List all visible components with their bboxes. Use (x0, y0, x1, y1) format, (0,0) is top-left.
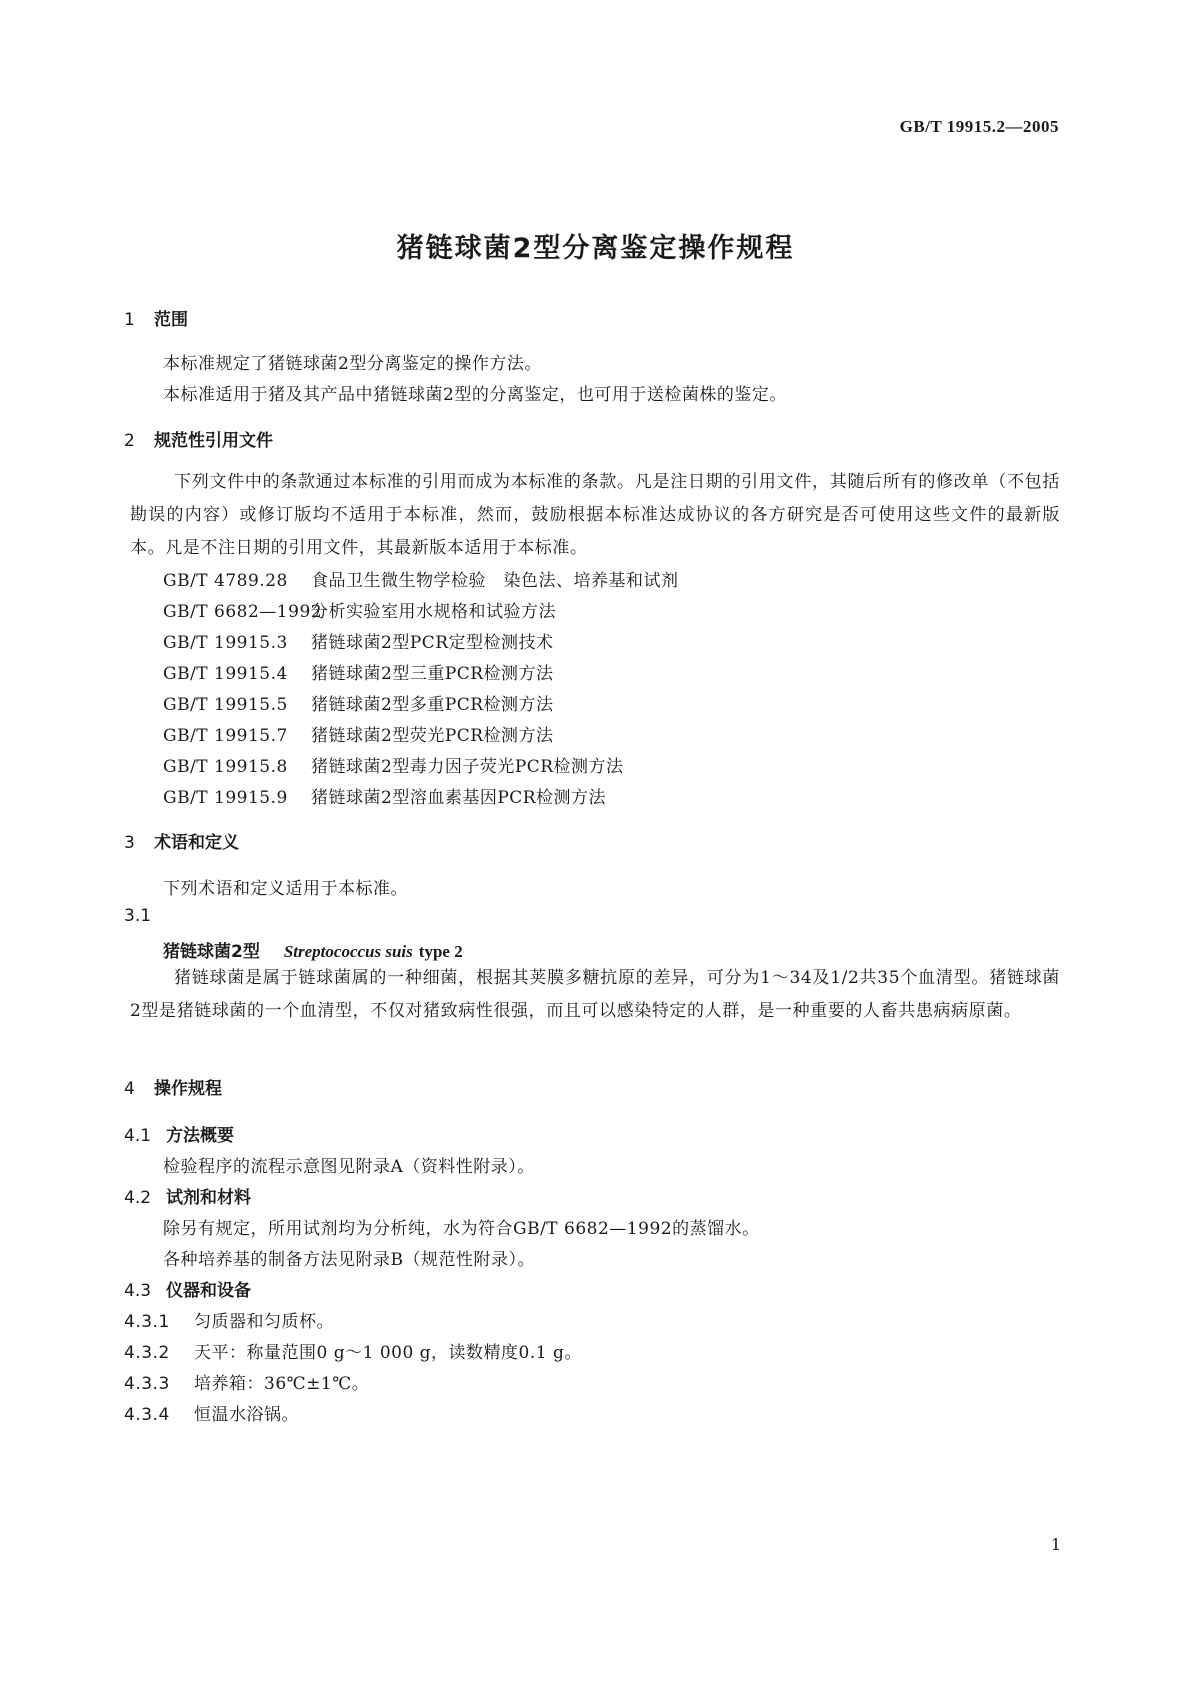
paragraph: 下列文件中的条款通过本标准的引用而成为本标准的条款。凡是注日期的引用文件，其随后所有的修改单（不包括勘误的内容）或修订版均不适用于本标准，然而，鼓励根据本标准达成协议的各方研究是否可使用这些文件的最新版本。凡是不注日期的引用文件，其最新版本适用于本标准。 (130, 472, 1060, 558)
paragraph: 下列术语和定义适用于本标准。 (163, 879, 408, 899)
term-type: type 2 (418, 942, 463, 961)
reference-item (163, 783, 606, 808)
term-definition: 猪链球菌是属于链球菌属的一种细菌，根据其荚膜多糖抗原的差异，可分为1～34及1/2共35个血清型。猪链球菌2型是猪链球菌的一个血清型，不仅对猪致病性很强，而且可以感染特定的人群，是一种重要的人畜共患病病原菌。 (130, 968, 1060, 1021)
reference-item (163, 628, 554, 653)
section-number: 4 (124, 1079, 135, 1099)
reference-item (163, 659, 554, 684)
reference-code: GB/T 4789.28 (163, 571, 288, 591)
reference-code: GB/T 19915.4 (163, 664, 288, 684)
reference-code: GB/T 19915.8 (163, 757, 288, 777)
equipment-item (124, 1338, 582, 1363)
paragraph: 检验程序的流程示意图见附录A（资料性附录）。 (163, 1157, 535, 1177)
item-text: 匀质器和匀质杯。 (194, 1312, 334, 1332)
subsection-title: 方法概要 (166, 1126, 234, 1146)
section-title: 范围 (154, 310, 188, 330)
reference-title: 猪链球菌2型三重PCR检测方法 (311, 664, 554, 684)
reference-item (163, 721, 554, 746)
reference-code: GB/T 19915.5 (163, 695, 288, 715)
section-number: 1 (124, 310, 135, 330)
reference-item (163, 690, 554, 715)
item-text: 培养箱：36℃±1℃。 (194, 1374, 370, 1394)
reference-title: 猪链球菌2型PCR定型检测技术 (311, 633, 554, 653)
reference-title: 猪链球菌2型荧光PCR检测方法 (311, 726, 554, 746)
subsection-title: 仪器和设备 (166, 1281, 251, 1301)
subsection-4-1-heading (124, 1121, 234, 1146)
section-4-heading (124, 1074, 222, 1099)
paragraph: 除另有规定，所用试剂均为分析纯，水为符合GB/T 6682—1992的蒸馏水。 (163, 1219, 760, 1239)
reference-item (163, 752, 624, 777)
reference-title: 猪链球菌2型溶血素基因PCR检测方法 (311, 788, 607, 808)
reference-title: 食品卫生微生物学检验 染色法、培养基和试剂 (311, 571, 679, 591)
term-chinese: 猪链球菌2型 (163, 942, 260, 962)
equipment-item (124, 1369, 369, 1394)
section-3-heading (124, 828, 239, 853)
item-number: 4.3.2 (124, 1343, 170, 1363)
item-number: 4.3.3 (124, 1374, 170, 1394)
section-title: 术语和定义 (154, 833, 239, 853)
term-heading (163, 937, 463, 962)
equipment-item (124, 1307, 334, 1332)
subsection-number: 4.2 (124, 1188, 152, 1208)
reference-code: GB/T 19915.7 (163, 726, 288, 746)
subsection-number: 4.1 (124, 1126, 152, 1146)
subsection-4-2-heading (124, 1183, 251, 1208)
term-latin: Streptococcus suis (283, 942, 413, 961)
section-1-heading (124, 305, 188, 330)
reference-title: 猪链球菌2型多重PCR检测方法 (311, 695, 554, 715)
equipment-item (124, 1400, 299, 1425)
term-number: 3.1 (124, 906, 152, 926)
subsection-title: 试剂和材料 (166, 1188, 251, 1208)
section-number: 3 (124, 833, 135, 853)
reference-title: 分析实验室用水规格和试验方法 (311, 602, 556, 622)
page-number: 1 (1050, 1535, 1061, 1554)
section-2-heading (124, 426, 273, 451)
section-title: 规范性引用文件 (154, 431, 273, 451)
reference-title: 猪链球菌2型毒力因子荧光PCR检测方法 (311, 757, 624, 777)
section-number: 2 (124, 431, 135, 451)
item-text: 恒温水浴锅。 (194, 1405, 299, 1425)
item-number: 4.3.1 (124, 1312, 170, 1332)
reference-item (163, 597, 556, 622)
reference-code: GB/T 6682—1992 (163, 602, 323, 622)
paragraph: 各种培养基的制备方法见附录B（规范性附录）。 (163, 1250, 535, 1270)
paragraph: 本标准适用于猪及其产品中猪链球菌2型的分离鉴定，也可用于送检菌株的鉴定。 (163, 385, 787, 405)
reference-code: GB/T 19915.3 (163, 633, 288, 653)
reference-code: GB/T 19915.9 (163, 788, 288, 808)
reference-item (163, 566, 679, 591)
subsection-4-3-heading (124, 1276, 251, 1301)
document-title: 猪链球菌2型分离鉴定操作规程 (396, 233, 795, 264)
section-title: 操作规程 (154, 1079, 222, 1099)
paragraph: 本标准规定了猪链球菌2型分离鉴定的操作方法。 (163, 354, 542, 374)
subsection-number: 4.3 (124, 1281, 152, 1301)
standard-code: GB/T 19915.2—2005 (899, 117, 1059, 136)
item-text: 天平：称量范围0 g～1 000 g，读数精度0.1 g。 (194, 1343, 582, 1363)
item-number: 4.3.4 (124, 1405, 170, 1425)
